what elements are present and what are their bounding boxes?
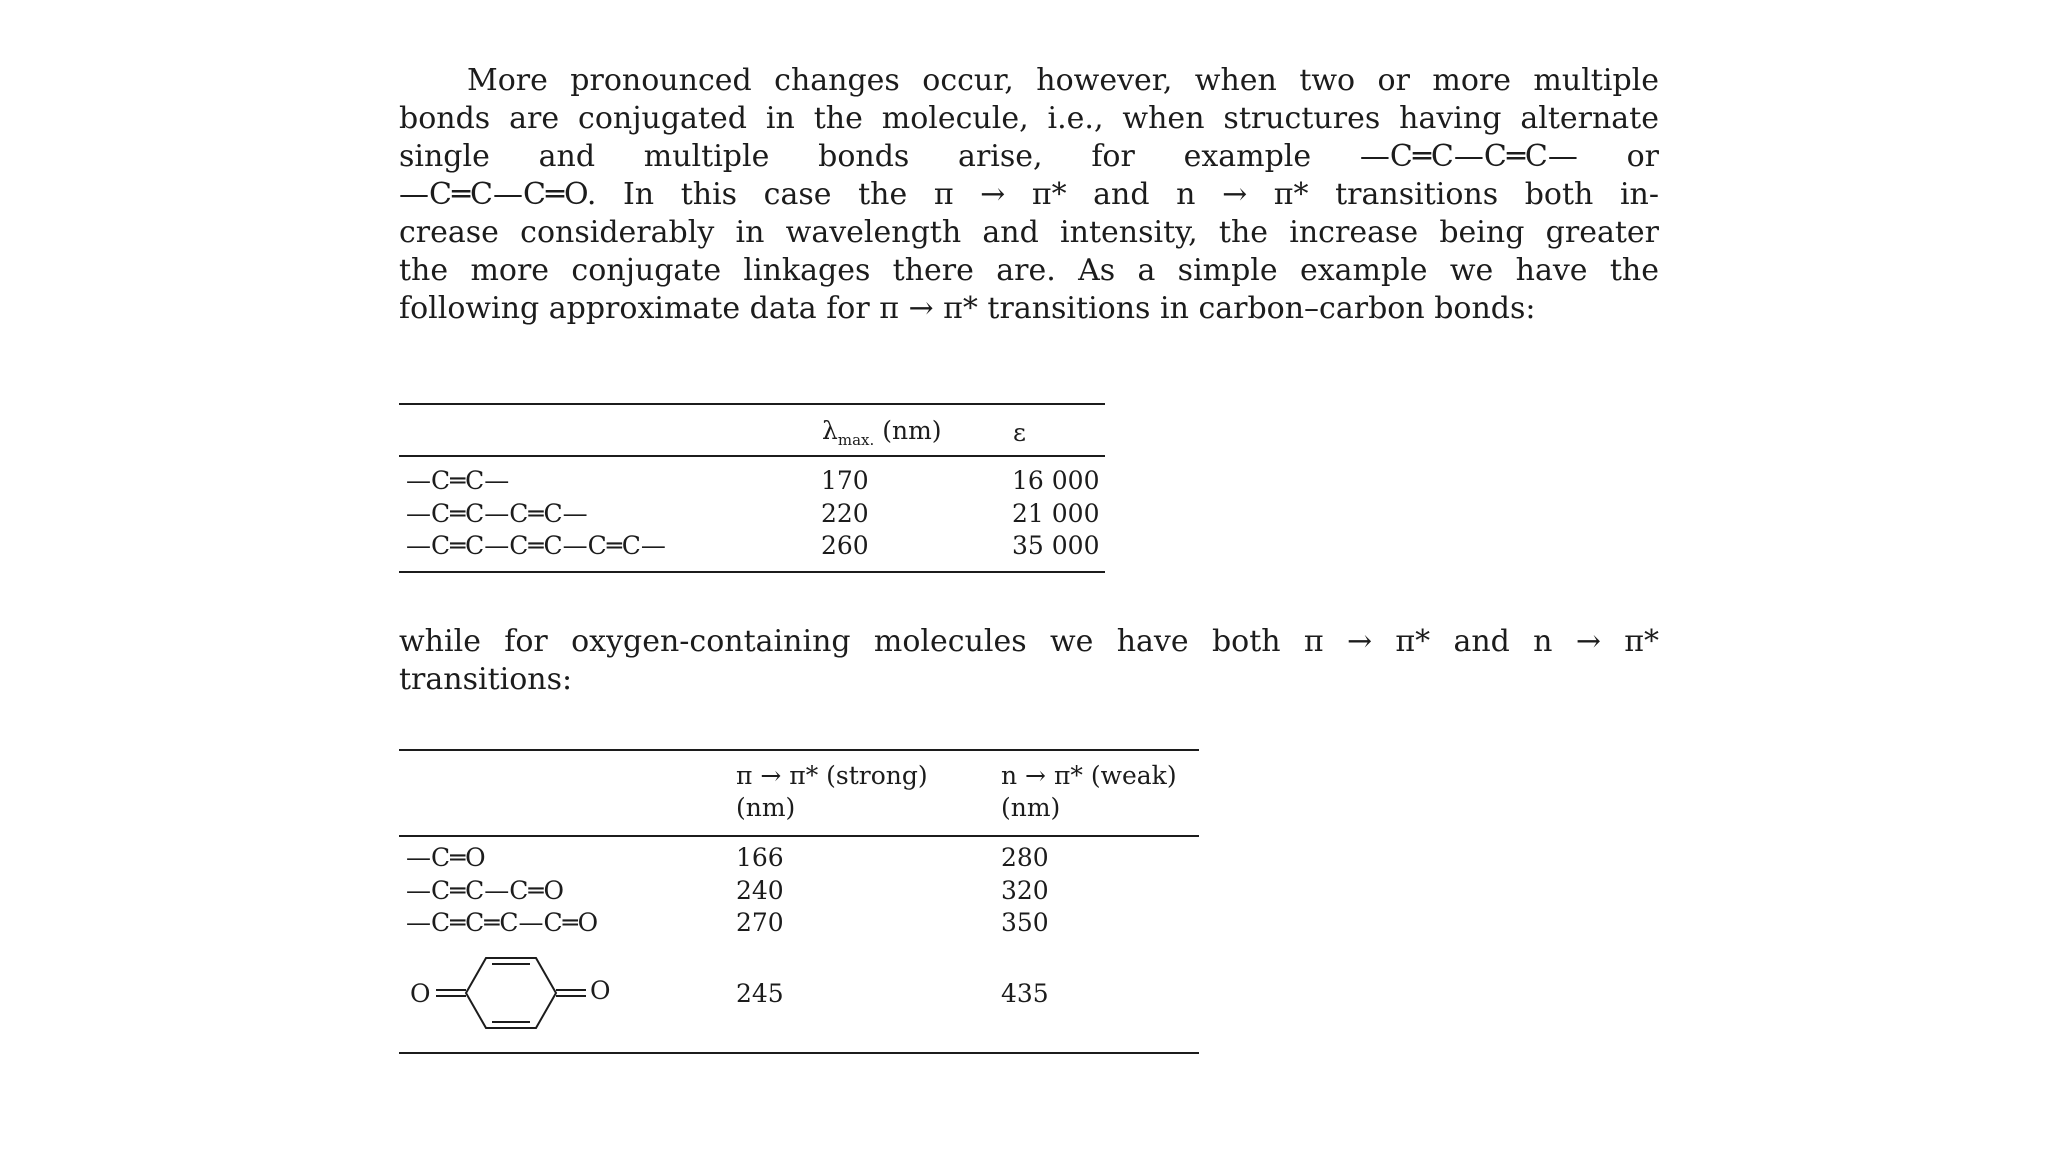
quinone-left-oxygen: O [410, 979, 431, 1008]
paragraph-intro-line-4: —C═C—C═O. In this case the π → π* and n → π* transitions both in- [399, 177, 1659, 212]
table2-row4-strong: 245 [736, 979, 784, 1008]
table1-row3-epsilon: 35 000 [1012, 531, 1100, 560]
table1-row3-structure: —C═C—C═C—C═C— [406, 531, 666, 560]
quinone-right-oxygen: O [590, 976, 611, 1005]
quinone-hexagon [466, 958, 556, 1028]
table2-row2-strong: 240 [736, 876, 784, 905]
table1-row2-structure: —C═C—C═C— [406, 499, 588, 528]
paragraph-oxygen-line-2: transitions: [399, 662, 573, 697]
paragraph-intro-line-3: single and multiple bonds arise, for example —C═C—C═C— or [399, 139, 1659, 174]
paragraph-intro-line-7: following approximate data for π → π* transitions in carbon–carbon bonds: [399, 291, 1536, 326]
table2-header-strong-line1: π → π* (strong) [736, 761, 928, 790]
table2-header-weak-line2: (nm) [1001, 793, 1061, 822]
table2-row3-strong: 270 [736, 908, 784, 937]
table1-header-rule [399, 455, 1105, 457]
table2-row1-structure: —C═O [406, 843, 486, 872]
table2-bottom-rule [399, 1052, 1199, 1054]
table2-row1-weak: 280 [1001, 843, 1049, 872]
table1-row3-lambda: 260 [821, 531, 869, 560]
table2-row2-structure: —C═C—C═O [406, 876, 564, 905]
paragraph-intro [399, 62, 1659, 328]
table1-row1-structure: —C═C— [406, 466, 510, 495]
table1-header-epsilon: ε [1013, 418, 1026, 447]
paragraph-intro-line-6: the more conjugate linkages there are. As a simple example we have the [399, 253, 1659, 288]
table2-row4-weak: 435 [1001, 979, 1049, 1008]
paragraph-intro-line-1: More pronounced changes occur, however, when two or more multiple [467, 63, 1659, 98]
table2-row1-strong: 166 [736, 843, 784, 872]
table2-top-rule [399, 749, 1199, 751]
paragraph-oxygen-line-1: while for oxygen-containing molecules we have both π → π* and n → π* [399, 624, 1659, 659]
table1-row1-epsilon: 16 000 [1012, 466, 1100, 495]
table2-row3-structure: —C═C═C—C═O [406, 908, 599, 937]
table1-bottom-rule [399, 571, 1105, 573]
table2-row2-weak: 320 [1001, 876, 1049, 905]
paragraph-intro-line-5: crease considerably in wavelength and intensity, the increase being greater [399, 215, 1659, 250]
table2-row3-weak: 350 [1001, 908, 1049, 937]
table1-top-rule [399, 403, 1105, 405]
table1-row2-epsilon: 21 000 [1012, 499, 1100, 528]
table1-row1-lambda: 170 [821, 466, 869, 495]
paragraph-oxygen [399, 623, 1659, 699]
table2-header-strong-line2: (nm) [736, 793, 796, 822]
table1-row2-lambda: 220 [821, 499, 869, 528]
table2-header-rule [399, 835, 1199, 837]
table1-header-lambda: $\lambda_{max.}$ (nm) [822, 416, 942, 449]
paragraph-intro-line-2: bonds are conjugated in the molecule, i.e., when structures having alternate [399, 101, 1659, 136]
quinone-ring-diagram [432, 950, 592, 1030]
table2-header-weak-line1: n → π* (weak) [1001, 761, 1177, 790]
